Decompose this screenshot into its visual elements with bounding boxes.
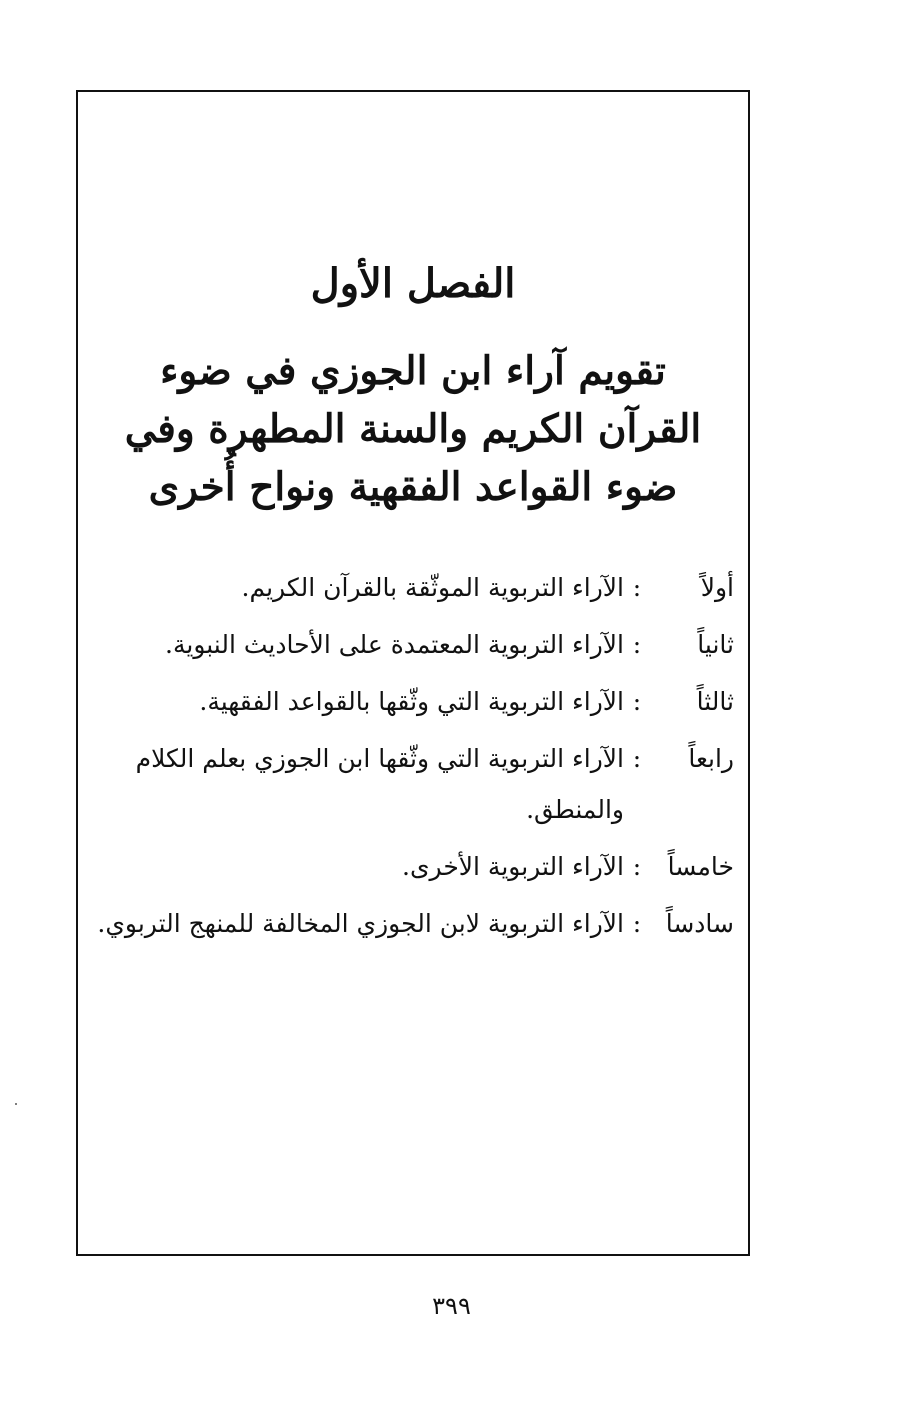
- page-number: ٣٩٩: [432, 1292, 471, 1320]
- list-item: [92, 562, 734, 613]
- page-frame: [76, 90, 750, 1256]
- chapter-label: الفصل الأول: [310, 260, 516, 307]
- list-item: [92, 619, 734, 670]
- section-text: الآراء التربوية الأخرى.: [402, 852, 624, 881]
- list-item: [92, 733, 734, 835]
- section-text: الآراء التربوية التي وثّقها بالقواعد الفقهية.: [199, 687, 624, 716]
- section-text: الآراء التربوية لابن الجوزي المخالفة للمنهج التربوي.: [97, 909, 624, 938]
- section-text: الآراء التربوية التي وثّقها ابن الجوزي بعلم الكلام والمنطق.: [135, 744, 624, 824]
- separator: :: [632, 744, 642, 773]
- chapter-title: تقويم آراء ابن الجوزي في ضوء القرآن الكريم والسنة المطهرة وفي ضوء القواعد الفقهية ونواح أُخرى: [124, 348, 702, 510]
- section-number: ثالثاً: [696, 687, 734, 716]
- scan-speck: [15, 1103, 17, 1105]
- section-list: [92, 562, 734, 955]
- section-number: رابعاً: [688, 744, 734, 773]
- list-item: [92, 841, 734, 892]
- list-item: [92, 676, 734, 727]
- section-number: ثانياً: [697, 630, 734, 659]
- separator: :: [632, 630, 642, 659]
- separator: :: [632, 573, 642, 602]
- separator: :: [632, 687, 642, 716]
- list-item: [92, 898, 734, 949]
- section-number: خامساً: [667, 852, 734, 881]
- separator: :: [632, 909, 642, 938]
- section-text: الآراء التربوية المعتمدة على الأحاديث النبوية.: [165, 630, 624, 659]
- section-number: سادساً: [665, 909, 734, 938]
- section-text: الآراء التربوية الموثّقة بالقرآن الكريم.: [241, 573, 624, 602]
- separator: :: [632, 852, 642, 881]
- section-number: أولاً: [700, 573, 734, 602]
